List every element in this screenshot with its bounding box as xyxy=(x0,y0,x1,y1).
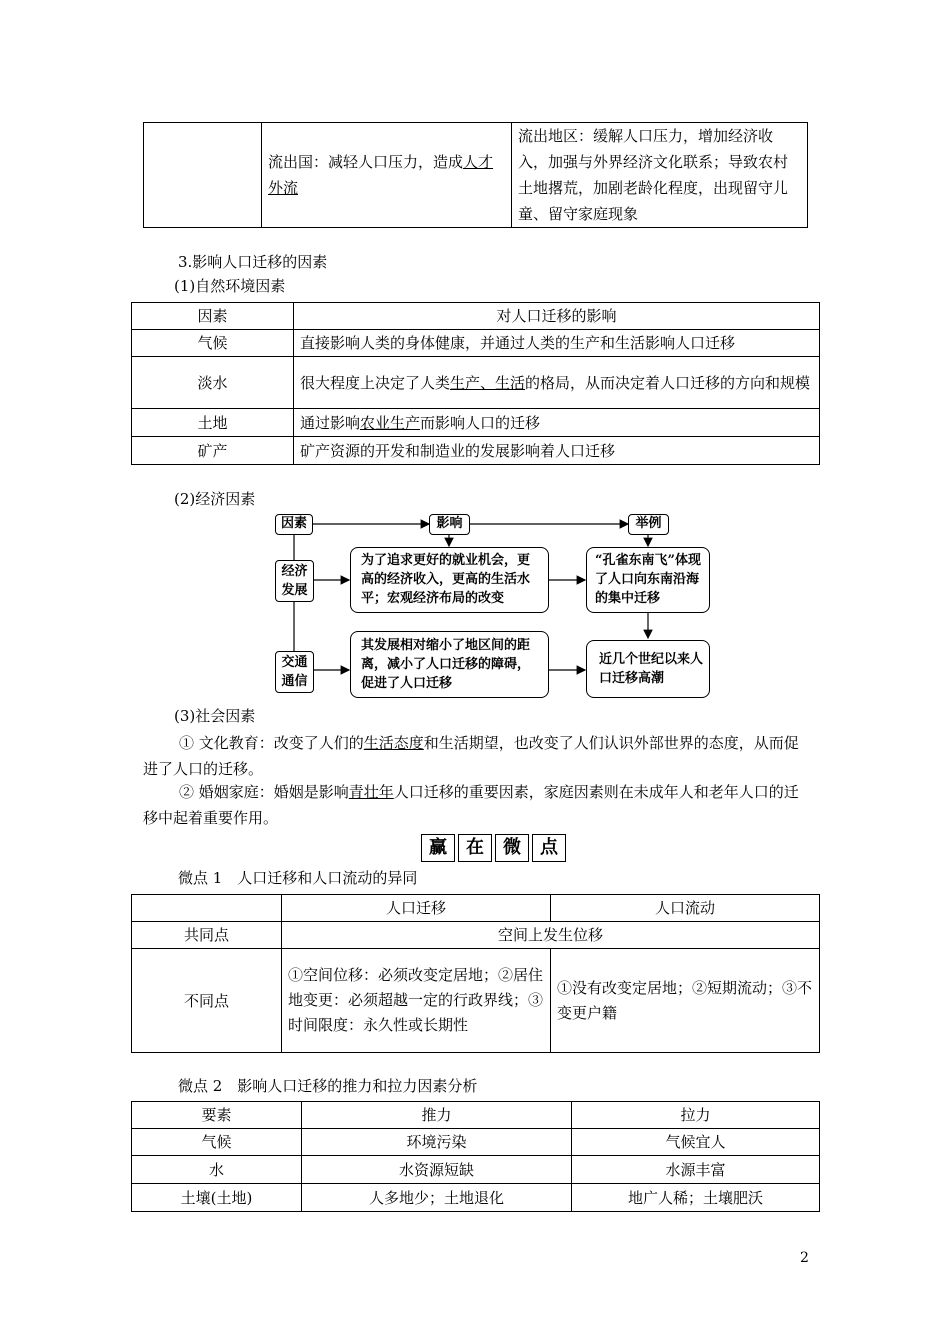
flow-economy-example-box: “孔雀东南飞”体现了人口向东南沿海的集中迁移 xyxy=(586,547,710,613)
table-cell: 气候宜人 xyxy=(572,1129,820,1156)
table-cell: 空间上发生位移 xyxy=(282,922,820,949)
table-cell: 不同点 xyxy=(132,949,282,1053)
section-banner xyxy=(421,834,565,862)
table-header: 推力 xyxy=(302,1102,572,1129)
culture-education-paragraph: ① 文化教育：改变了人们的生活态度和生活期望，也改变了人们认识外部世界的态度，从而促进了人口的迁移。 xyxy=(143,734,799,778)
point1-title: 微点 1 人口迁移和人口流动的异同 xyxy=(178,869,418,887)
flow-transport-effect-box: 其发展相对缩小了地区间的距离，减小了人口迁移的障碍，促进了人口迁移 xyxy=(350,631,549,698)
outflow-country-cell: 流出国：减轻人口压力，造成人才外流 xyxy=(262,123,512,228)
banner-char: 点 xyxy=(532,834,566,862)
table-cell: ①没有改变定居地；②短期流动；③不变更户籍 xyxy=(551,949,820,1053)
flow-transport-box: 交通通信 xyxy=(275,651,314,693)
table-cell: 气候 xyxy=(132,1129,302,1156)
table-cell: 共同点 xyxy=(132,922,282,949)
banner-char: 在 xyxy=(458,834,492,862)
flow-transport-example-box: 近几个世纪以来人口迁移高潮 xyxy=(586,640,710,698)
table-cell: 淡水 xyxy=(132,357,294,409)
table-header xyxy=(132,895,282,922)
table-cell: 人多地少；土地退化 xyxy=(302,1184,572,1212)
table-header: 人口流动 xyxy=(551,895,820,922)
table-cell: 直接影响人类的身体健康，并通过人类的生产和生活影响人口迁移 xyxy=(294,330,820,357)
economic-factors-heading: (2)经济因素 xyxy=(174,490,256,508)
table-header: 人口迁移 xyxy=(282,895,551,922)
flow-example-box: 举例 xyxy=(628,514,669,535)
marriage-family-paragraph: ② 婚姻家庭：婚姻是影响青壮年人口迁移的重要因素，家庭因素则在未成年人和老年人口的迁移中起着重要作用。 xyxy=(143,783,799,827)
table-header: 拉力 xyxy=(572,1102,820,1129)
table-header: 要素 xyxy=(132,1102,302,1129)
table-cell: 水源丰富 xyxy=(572,1156,820,1184)
table-header: 对人口迁移的影响 xyxy=(294,303,820,330)
table-cell: 气候 xyxy=(132,330,294,357)
outflow-region-cell: 流出地区：缓解人口压力，增加经济收入，加强与外界经济文化联系；导致农村土地撂荒，加剧老龄化程度，出现留守儿童、留守家庭现象 xyxy=(512,123,808,228)
migration-vs-flow-table xyxy=(131,894,820,1053)
table-cell: 矿产 xyxy=(132,437,294,465)
flow-economy-effect-box: 为了追求更好的就业机会，更高的经济收入，更高的生活水平；宏观经济布局的改变 xyxy=(350,547,549,613)
table-cell: 矿产资源的开发和制造业的发展影响着人口迁移 xyxy=(294,437,820,465)
banner-char: 赢 xyxy=(421,834,455,862)
table-cell: 环境污染 xyxy=(302,1129,572,1156)
banner-char: 微 xyxy=(495,834,529,862)
table-cell: ①空间位移：必须改变定居地；②居住地变更：必须超越一定的行政界线；③时间限度：永久性或长期性 xyxy=(282,949,551,1053)
social-factors-heading: (3)社会因素 xyxy=(174,707,256,725)
point2-title: 微点 2 影响人口迁移的推力和拉力因素分析 xyxy=(178,1077,478,1095)
natural-factors-heading: (1)自然环境因素 xyxy=(174,277,286,295)
table-cell: 水资源短缺 xyxy=(302,1156,572,1184)
table-cell: 土地 xyxy=(132,409,294,437)
table-cell: 土壤(土地) xyxy=(132,1184,302,1212)
table-cell: 通过影响农业生产而影响人口的迁移 xyxy=(294,409,820,437)
page-number: 2 xyxy=(800,1250,809,1266)
table-cell: 地广人稀；土壤肥沃 xyxy=(572,1184,820,1212)
table-cell: 很大程度上决定了人类生产、生活的格局，从而决定着人口迁移的方向和规模 xyxy=(294,357,820,409)
section-heading: 3.影响人口迁移的因素 xyxy=(178,253,328,271)
table-cell: 水 xyxy=(132,1156,302,1184)
flow-factor-box: 因素 xyxy=(275,514,313,535)
table-header: 因素 xyxy=(132,303,294,330)
flow-influence-box: 影响 xyxy=(429,514,470,535)
flow-economy-box: 经济发展 xyxy=(275,560,314,602)
push-pull-table xyxy=(131,1101,820,1212)
